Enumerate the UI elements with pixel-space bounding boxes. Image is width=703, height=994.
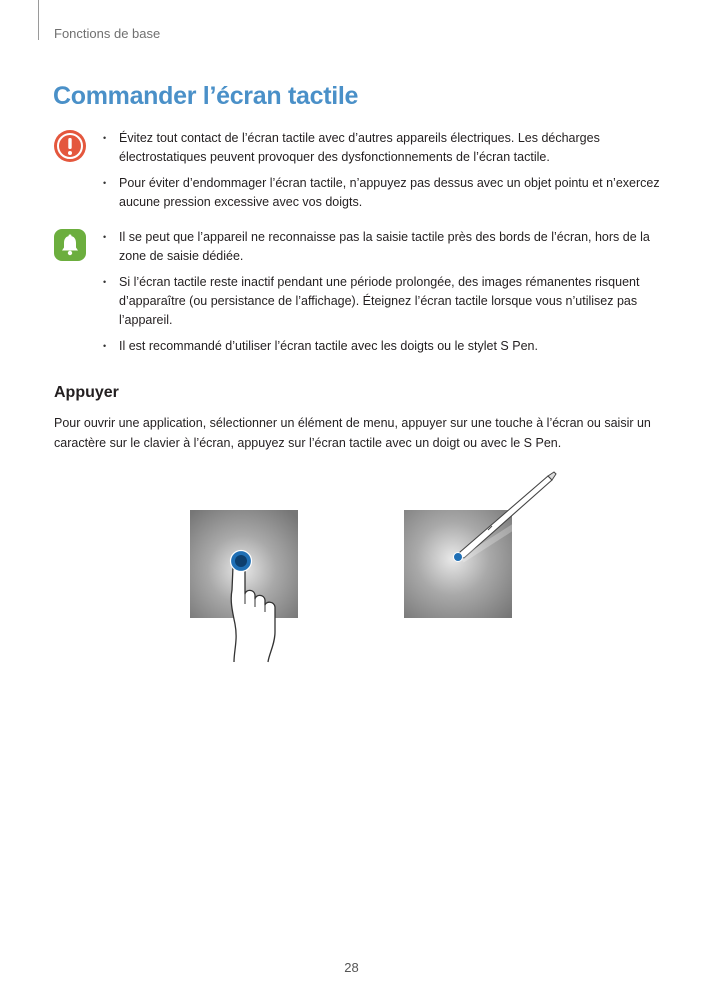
exclamation-icon [53, 129, 87, 163]
page-title: Commander l’écran tactile [53, 82, 359, 110]
notice-list [103, 228, 663, 363]
spen-tap-illustration [402, 470, 562, 630]
list-item: • Il se peut que l’appareil ne reconnaisse pas la saisie tactile près des bords de l’écran, hors de la zone de saisie dédiée. [103, 228, 663, 266]
list-item: • Pour éviter d’endommager l’écran tactile, n’appuyez pas dessus avec un objet pointu et n’exercez aucune pression excessive avec vos doigts. [103, 174, 663, 212]
list-item: • Évitez tout contact de l’écran tactile avec d’autres appareils électriques. Les décharges électrostatiques peuvent provoquer des dysfonctionnements de l’écran tactile. [103, 129, 663, 167]
page-number: 28 [344, 960, 359, 975]
list-item: • Il est recommandé d’utiliser l’écran tactile avec les doigts ou le stylet S Pen. [103, 337, 663, 356]
bell-icon [53, 228, 87, 262]
caution-list [103, 129, 663, 219]
finger-tap-illustration [188, 508, 308, 668]
header-rule [38, 0, 39, 40]
caution-block [53, 126, 660, 226]
section-heading: Appuyer [54, 384, 119, 401]
list-item: • Si l’écran tactile reste inactif pendant une période prolongée, des images rémanentes risquent d’apparaître (ou persistance de l’affichage). Éteignez l’écran tactile lorsque vous n’utilisez pas l’appareil. [103, 273, 663, 330]
notice-block [53, 225, 653, 365]
section-body: Pour ouvrir une application, sélectionner un élément de menu, appuyer sur une touche à l’écran ou saisir un caractère sur le clavier à l’écran, appuyez sur l’écran tactile avec un doigt ou avec le S Pen. [54, 416, 651, 450]
section-label: Fonctions de base [54, 26, 161, 41]
